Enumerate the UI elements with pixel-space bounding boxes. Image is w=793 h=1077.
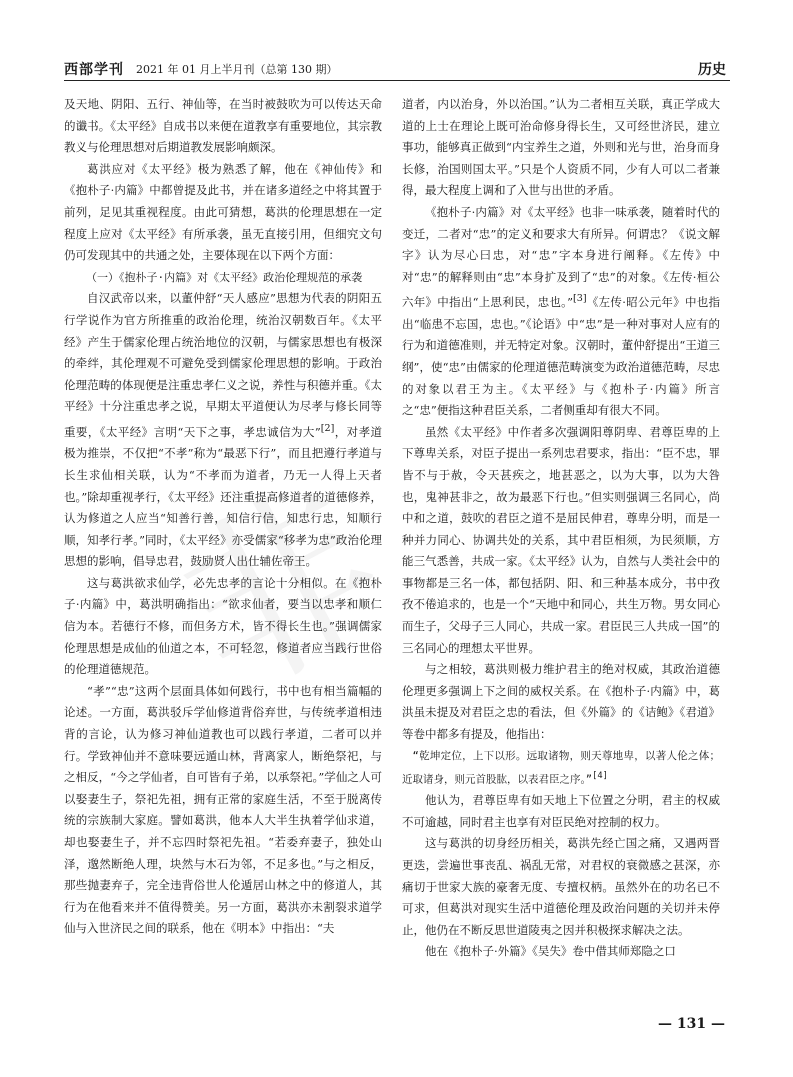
journal-logo: 西部学刊 (64, 62, 124, 78)
section-title: 历史 (698, 62, 726, 78)
section-heading: （一）《抱朴子·内篇》对《太平经》政治伦理规范的承袭 (86, 270, 363, 284)
page-header (64, 56, 730, 82)
page-number: — 131 — (658, 1016, 725, 1032)
footnote-ref: [3] (573, 293, 587, 305)
paragraph: 与之相较，葛洪则极力维护君主的绝对权威，其政治道德伦理更多强调上下之间的威权关系。在《抱朴子·内篇》中，葛洪虽未提及对君臣之忠的看法，但《外篇》的《诘鲍》《君道》等卷中都多有提及，他指出： (402, 662, 720, 742)
paragraph-text: 《左传·昭公元年》中也指出“临患不忘国，忠也。”《论语》中“忠”是一种对事对人应有的行为和道德准则，并无特定对象。汉朝时，董仲舒提出“王道三纲”，使“忠”由儒家的伦理道德范畴演变为政治道德范畴，尽忠的对象以君王为主。《太平经》与《抱朴子·内篇》所言之“忠”便指这种君臣关系，二者侧重却有很大不同。 (402, 295, 721, 418)
paragraph: 葛洪应对《太平经》极为熟悉了解，他在《神仙传》和《抱朴子·内篇》中都曾提及此书，并在诸多道经之中将其置于前列，足见其重视程度。由此可猜想，葛洪的伦理思想在一定程度上应对《太平经》有所承袭，虽无直接引用，但细究文句仍可发现其中的共通之处，主要体现在以下两个方面： (64, 161, 382, 263)
paragraph-text: ，对孝道极为推崇，不仅把“不孝”称为“最恶下行”，而且把遵行孝道与长生求仙相关联，认为“不孝而为道者，乃无一人得上天者也。”除却重视孝行，《太平经》还注重提高修道者的道德修养，认为修道之人应当“知善行善，知信行信，知忠行忠，知顺行顺，知孝行孝。”同时，《太平经》亦受儒家“移孝为忠”政治伦理思想的影响，倡导忠君，鼓励贤人出仕辅佐帝王。 (64, 424, 382, 569)
paragraph (402, 202, 720, 422)
left-column (64, 94, 382, 940)
paragraph (64, 288, 382, 573)
header-rule (64, 80, 730, 81)
right-column (402, 94, 720, 963)
paragraph: 这与葛洪的切身经历相关，葛洪先经亡国之痛，又遇两晋更迭，尝遍世事丧乱、祸乱无常，对君权的衰微感之甚深，亦痛切于世家大族的豪奢无度、专擅权柄。虽然外在的功名已不可求，但葛洪对现实生活中道德伦理及政治问题的关切并未停止，他仍在不断反思世道陵夷之因并积极探求解决之法。 (402, 836, 720, 937)
paragraph: 虽然《太平经》中作者多次强调阳尊阴卑、君尊臣卑的上下尊卑关系，对臣子提出一系列忠君要求，指出：“臣不忠，罪皆不与于赦，令天甚疾之，地甚恶之，以为大事，以为大咎也，鬼神甚非之，故为最恶下行也。”但实则强调三名同心，尚中和之道，鼓吹的君臣之道不是屈民伸君，尊卑分明，而是一种并力同心、协调共处的关系，其中君臣相须，为民须顺，方能三气悉善，共成一家。《太平经》认为，自然与人类社会中的事物都是三名一体，都包括阴、阳、和三种基本成分，书中孜孜不倦追求的，也是一个“天地中和同心，共生万物。男女同心而生子，父母子三人同心，共成一家。君臣民三人共成一国”的三名同心的理想太平世界。 (402, 424, 720, 655)
paragraph: 这与葛洪欲求仙学，必先忠孝的言论十分相似。在《抱朴子·内篇》中，葛洪明确指出：“欲求仙者，要当以忠孝和顺仁信为本。若德行不修，而但务方术，皆不得长生也。”强调儒家伦理思想是成仙的仙道之本，不可轻忽，修道者应当践行世俗的伦理道德规范。 (64, 575, 382, 677)
paragraph: 道者，内以治身，外以治国。”认为二者相互关联，真正学成大道的上士在理论上既可治命修身得长生，又可经世济民，建立事功，能够真正做到“内宝养生之道，外则和光与世，治身而身长修，治国则国太平。”只是个人资质不同，少有人可以二者兼得，最大程度上调和了入世与出世的矛盾。 (402, 97, 720, 198)
footnote-ref: [2] (320, 422, 335, 434)
paragraph: 及天地、阴阳、五行、神仙等，在当时被鼓吹为可以传达天命的谶书。《太平经》自成书以来便在道教享有重要地位，其宗教教义与伦理思想对后期道教发展影响颇深。 (64, 97, 382, 155)
paragraph: 他在《抱朴子·外篇》《吴失》卷中借其师郑隐之口 (425, 944, 676, 959)
issue-info: 2021 年 01 月上半月刊（总第 130 期） (136, 63, 338, 76)
block-quote (402, 746, 720, 791)
footnote-ref: [4] (592, 771, 608, 782)
paragraph: 他认为，君尊臣卑有如天地上下位置之分明，君主的权威不可逾越，同时君主也享有对臣民绝对控制的权力。 (402, 793, 720, 829)
quote-text: “乾坤定位，上下以形。远取诸物，则天尊地卑，以著人伦之体；近取诸身，则元首股肱，以表君臣之序。” (402, 749, 720, 786)
paragraph-text: 《抱朴子·内篇》对《太平经》也非一味承袭，随着时代的变迁，二者对“忠”的定义和要求大有所异。何谓忠？《说文解字》认为尽心曰忠，对“忠”字本身进行阐释。《左传》中对“忠”的解释则由“忠”本身扩及到了“忠”的对象。《左传·桓公六年》中指出“上思利民，忠也。” (402, 204, 720, 310)
paragraph: “孝”“忠”这两个层面具体如何践行，书中也有相当篇幅的论述。一方面，葛洪驳斥学仙修道背俗弃世，与传统孝道相违背的言论，认为修习神仙道教也可以践行孝道，二者可以并行。学致神仙并不意味要远遁山林，背离家人，断绝祭祀，与之相反，“今之学仙者，自可皆有子弟，以承祭祀。”学仙之人可以娶妻生子，祭祀先祖，拥有正常的家庭生活，不至于脱离传统的宗族制大家庭。譬如葛洪，他本人大半生执着学仙求道，却也娶妻生子，并不忘四时祭祀先祖。“若委弃妻子，独处山泽，邈然断绝人理，块然与木石为邻，不足多也。”与之相反，那些抛妻弃子，完全违背俗世人伦遁居山林之中的修道人，其行为在他看来并不值得赞美。另一方面，葛洪亦未割裂求道学仙与入世济民之间的联系，他在《明本》中指出：“夫 (64, 683, 382, 936)
paragraph-text: 自汉武帝以来，以董仲舒“天人感应”思想为代表的阴阳五行学说作为官方所推重的政治伦理，统治汉朝数百年。《太平经》产生于儒家伦理占统治地位的汉朝，与儒家思想也有极深的牵绊，其伦理观不可避免受到儒家伦理思想的影响。于政治伦理范畴的体现便是注重忠孝仁义之说，养性与积德并重。《太平经》十分注重忠孝之说，早期太平道便认为尽孝与修长同等重要，《太平经》言明“天下之事，孝忠诚信为大” (64, 291, 382, 439)
